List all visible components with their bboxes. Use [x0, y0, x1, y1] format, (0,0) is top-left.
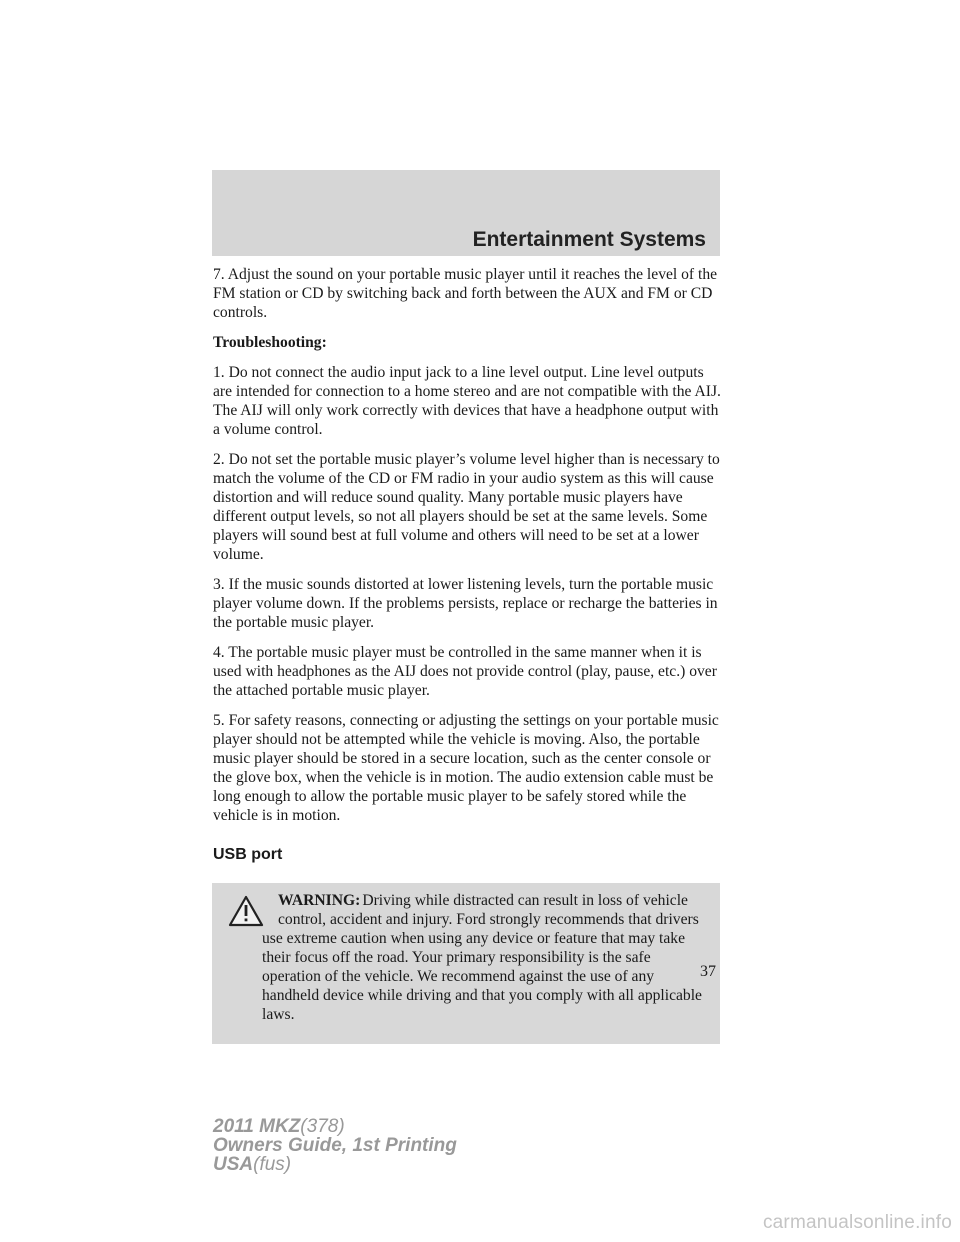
print-footer	[213, 1117, 457, 1174]
warning-box	[212, 883, 720, 1044]
site-watermark: carmanualsonline.info	[762, 1212, 952, 1233]
paragraph-troubleshoot-3: 3. If the music sounds distorted at lower listening levels, turn the portable music player volume down. If the problems persists, replace or recharge the batteries in the portable music player.	[213, 576, 718, 631]
paragraph-troubleshoot-2: 2. Do not set the portable music player’s volume level higher than is necessary to match the volume of the CD or FM radio in your audio system as this will cause distortion and will reduce sound quality. Many portable music players have different output levels, so not all players should be set at the same levels. Some players will sound best at full volume and others will need to be set at a lower volume.	[213, 451, 720, 563]
page-content	[213, 265, 723, 1044]
page-number: 37	[700, 963, 716, 980]
warning-text: Driving while distracted can result in loss of vehicle control, accident and injury. Ford strongly recommends that drivers use extreme caution when using any device or feature that may take their focus off the road. Your primary responsibility is the safe operation of the vehicle. We recommend against the use of any handheld device while driving and that you comply with all applicable laws.	[262, 892, 702, 1023]
footer-market: USA	[213, 1154, 254, 1175]
footer-guide: Owners Guide, 1st Printing	[213, 1135, 457, 1156]
warning-label: WARNING:	[278, 892, 361, 909]
paragraph-troubleshoot-5: 5. For safety reasons, connecting or adjusting the settings on your portable music player should not be attempted while the vehicle is moving. Also, the portable music player should be stored in a secure location, such as the center console or the glove box, when the vehicle is in motion. The audio extension cable must be long enough to allow the portable music player to be safely stored while the vehicle is in motion.	[213, 712, 719, 824]
paragraph-step-7: 7. Adjust the sound on your portable music player until it reaches the level of the FM station or CD by switching back and forth between the AUX and FM or CD controls.	[213, 266, 718, 321]
usb-port-heading: USB port	[213, 846, 283, 863]
footer-model-code: (378)	[300, 1116, 345, 1137]
section-title: Entertainment Systems	[472, 228, 706, 251]
paragraph-troubleshoot-1: 1. Do not connect the audio input jack to a line level output. Line level outputs are intended for connection to a home stereo and are not compatible with the AIJ. The AIJ will only work correctly with devices that have a headphone output with a volume control.	[213, 364, 721, 438]
paragraph-troubleshoot-4: 4. The portable music player must be controlled in the same manner when it is used with headphones as the AIJ does not provide control (play, pause, etc.) over the attached portable music player.	[213, 644, 717, 699]
section-header-band	[212, 170, 720, 256]
warning-paragraph	[220, 891, 712, 1024]
warning-triangle-icon	[228, 895, 264, 927]
footer-model: 2011 MKZ	[213, 1116, 301, 1137]
troubleshooting-heading: Troubleshooting:	[213, 334, 327, 351]
footer-market-code: (fus)	[253, 1154, 292, 1175]
